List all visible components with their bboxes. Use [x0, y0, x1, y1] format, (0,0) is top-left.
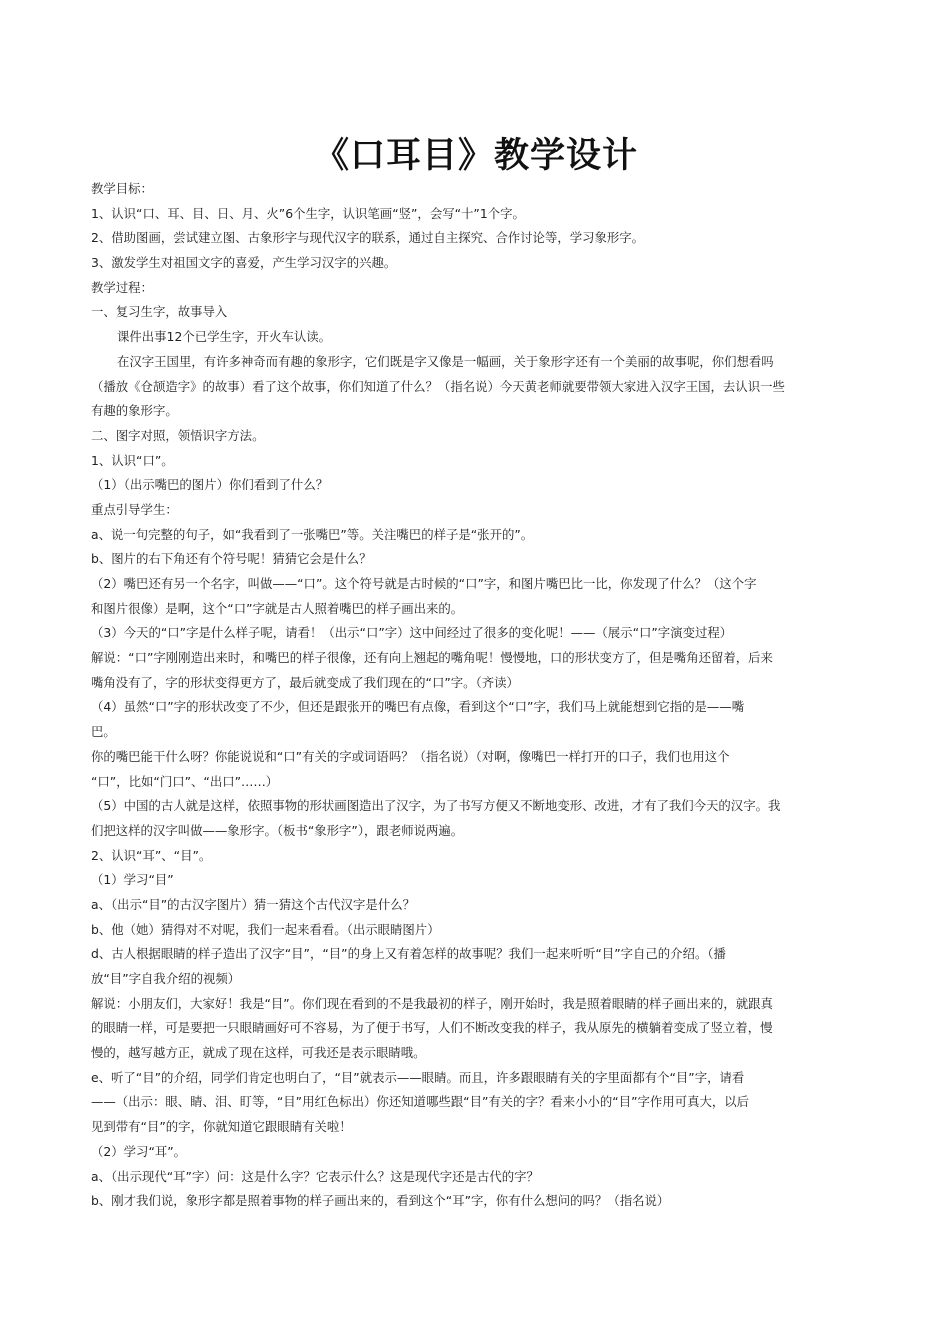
- paragraph-line: e、听了“目”的介绍，同学们肯定也明白了，“目”就表示——眼睛。而且，许多跟眼睛有关的字里面都有个“目”字，请看: [91, 1069, 745, 1085]
- paragraph-line: 有趣的象形字。: [91, 403, 178, 419]
- paragraph-line: 见到带有“目”的字，你就知道它跟眼睛有关啦！: [91, 1119, 352, 1135]
- paragraph-line: 3、激发学生对祖国文字的喜爱，产生学习汉字的兴趣。: [91, 255, 397, 271]
- paragraph-line: 重点引导学生：: [91, 501, 178, 517]
- paragraph-line: ——（出示：眼、睛、泪、盯等，“目”用红色标出）你还知道哪些跟“目”有关的字？看来小小的“目”字作用可真大，以后: [91, 1094, 750, 1110]
- paragraph-line: 教学目标：: [91, 181, 153, 196]
- paragraph-line: （3）今天的“口”字是什么样子呢，请看！（出示“口”字）这中间经过了很多的变化呢！——（展示“口”字演变过程）: [91, 625, 733, 641]
- paragraph-line: 慢的，越写越方正，就成了现在这样，可我还是表示眼睛哦。: [91, 1045, 426, 1061]
- paragraph-line: （2）学习“耳”。: [91, 1143, 187, 1159]
- paragraph-line: b、他（她）猜得对不对呢，我们一起来看看。（出示眼睛图片）: [91, 921, 440, 937]
- paragraph-line: （5）中国的古人就是这样，依照事物的形状画图造出了汉字，为了书写方便又不断地变形、改进，才有了我们今天的汉字。我: [91, 798, 781, 814]
- paragraph-line: a、（出示现代“耳”字）问：这是什么字？它表示什么？这是现代字还是古代的字？: [91, 1168, 539, 1184]
- paragraph-line: 你的嘴巴能干什么呀？你能说说和“口”有关的字或词语吗？（指名说）（对啊，像嘴巴一样打开的口子，我们也用这个: [91, 748, 730, 764]
- paragraph-line: 教学过程：: [91, 279, 153, 295]
- paragraph-line: 二、图字对照，领悟识字方法。: [91, 427, 265, 443]
- paragraph-line: a、（出示“目”的古汉字图片）猜一猜这个古代汉字是什么？: [91, 896, 415, 912]
- paragraph-line: 嘴角没有了，字的形状变得更方了，最后就变成了我们现在的“口”字。（齐读）: [91, 674, 519, 690]
- paragraph-line: b、刚才我们说，象形字都是照着事物的样子画出来的，看到这个“耳”字，你有什么想问的吗？（指名说）: [91, 1193, 670, 1209]
- paragraph-line: 们把这样的汉字叫做——象形字。（板书“象形字”），跟老师说两遍。: [91, 822, 464, 838]
- paragraph-line: 在汉字王国里，有许多神奇而有趣的象形字，它们既是字又像是一幅画，关于象形字还有一个美丽的故事呢，你们想看吗: [117, 353, 774, 369]
- paragraph-line: （2）嘴巴还有另一个名字，叫做——“口”。这个符号就是古时候的“口”字，和图片嘴巴比一比，你发现了什么？（这个字: [91, 576, 757, 591]
- paragraph-line: （播放《仓颉造字》的故事）看了这个故事，你们知道了什么？（指名说）今天黄老师就要带领大家进入汉字王国，去认识一些: [91, 378, 785, 394]
- paragraph-line: 1、认识“口”。: [91, 452, 174, 468]
- paragraph-line: （1）（出示嘴巴的图片）你们看到了什么？: [91, 477, 329, 493]
- paragraph-line: 的眼睛一样，可是要把一只眼睛画好可不容易，为了便于书写，人们不断改变我的样子，我从原先的横躺着变成了竖立着，慢: [91, 1020, 773, 1036]
- paragraph-line: 2、认识“耳”、“目”。: [91, 847, 212, 863]
- paragraph-line: （1）学习“目”: [91, 872, 174, 888]
- paragraph-line: 1、认识“口、耳、目、日、月、火”6个生字，认识笔画“竖”，会写“十”1个字。: [91, 205, 525, 221]
- paragraph-line: 放“目”字自我介绍的视频）: [91, 971, 241, 986]
- paragraph-line: b、图片的右下角还有个符号呢！猜猜它会是什么？: [91, 551, 372, 567]
- paragraph-line: 解说：“口”字刚刚造出来时，和嘴巴的样子很像，还有向上翘起的嘴角呢！慢慢地，口的形状变方了，但是嘴角还留着，后来: [91, 650, 773, 666]
- paragraph-line: 课件出事12个已学生字，开火车认读。: [117, 329, 332, 345]
- paragraph-line: a、说一句完整的句子，如“我看到了一张嘴巴”等。关注嘴巴的样子是“张开的”。: [91, 526, 534, 542]
- paragraph-line: （4）虽然“口”字的形状改变了不少，但还是跟张开的嘴巴有点像，看到这个“口”字，我们马上就能想到它指的是——嘴: [91, 699, 745, 715]
- paragraph-line: 巴。: [91, 724, 116, 740]
- paragraph-line: 解说：小朋友们，大家好！我是“目”。你们现在看到的不是我最初的样子，刚开始时，我是照着眼睛的样子画出来的，就跟真: [91, 995, 773, 1011]
- paragraph-line: 一、复习生字，故事导入: [91, 304, 228, 320]
- document-body: [91, 177, 861, 1214]
- paragraph-line: “口”，比如“门口”、“出口”……）: [91, 773, 279, 789]
- document-title: 《口耳目》教学设计: [313, 135, 638, 176]
- paragraph-line: 和图片很像）是啊，这个“口”字就是古人照着嘴巴的样子画出来的。: [91, 600, 464, 616]
- paragraph-line: d、古人根据眼睛的样子造出了汉字“目”，“目”的身上又有着怎样的故事呢？我们一起来听听“目”字自己的介绍。（播: [91, 946, 726, 962]
- paragraph-line: 2、借助图画，尝试建立图、古象形字与现代汉字的联系，通过自主探究、合作讨论等，学习象形字。: [91, 230, 645, 246]
